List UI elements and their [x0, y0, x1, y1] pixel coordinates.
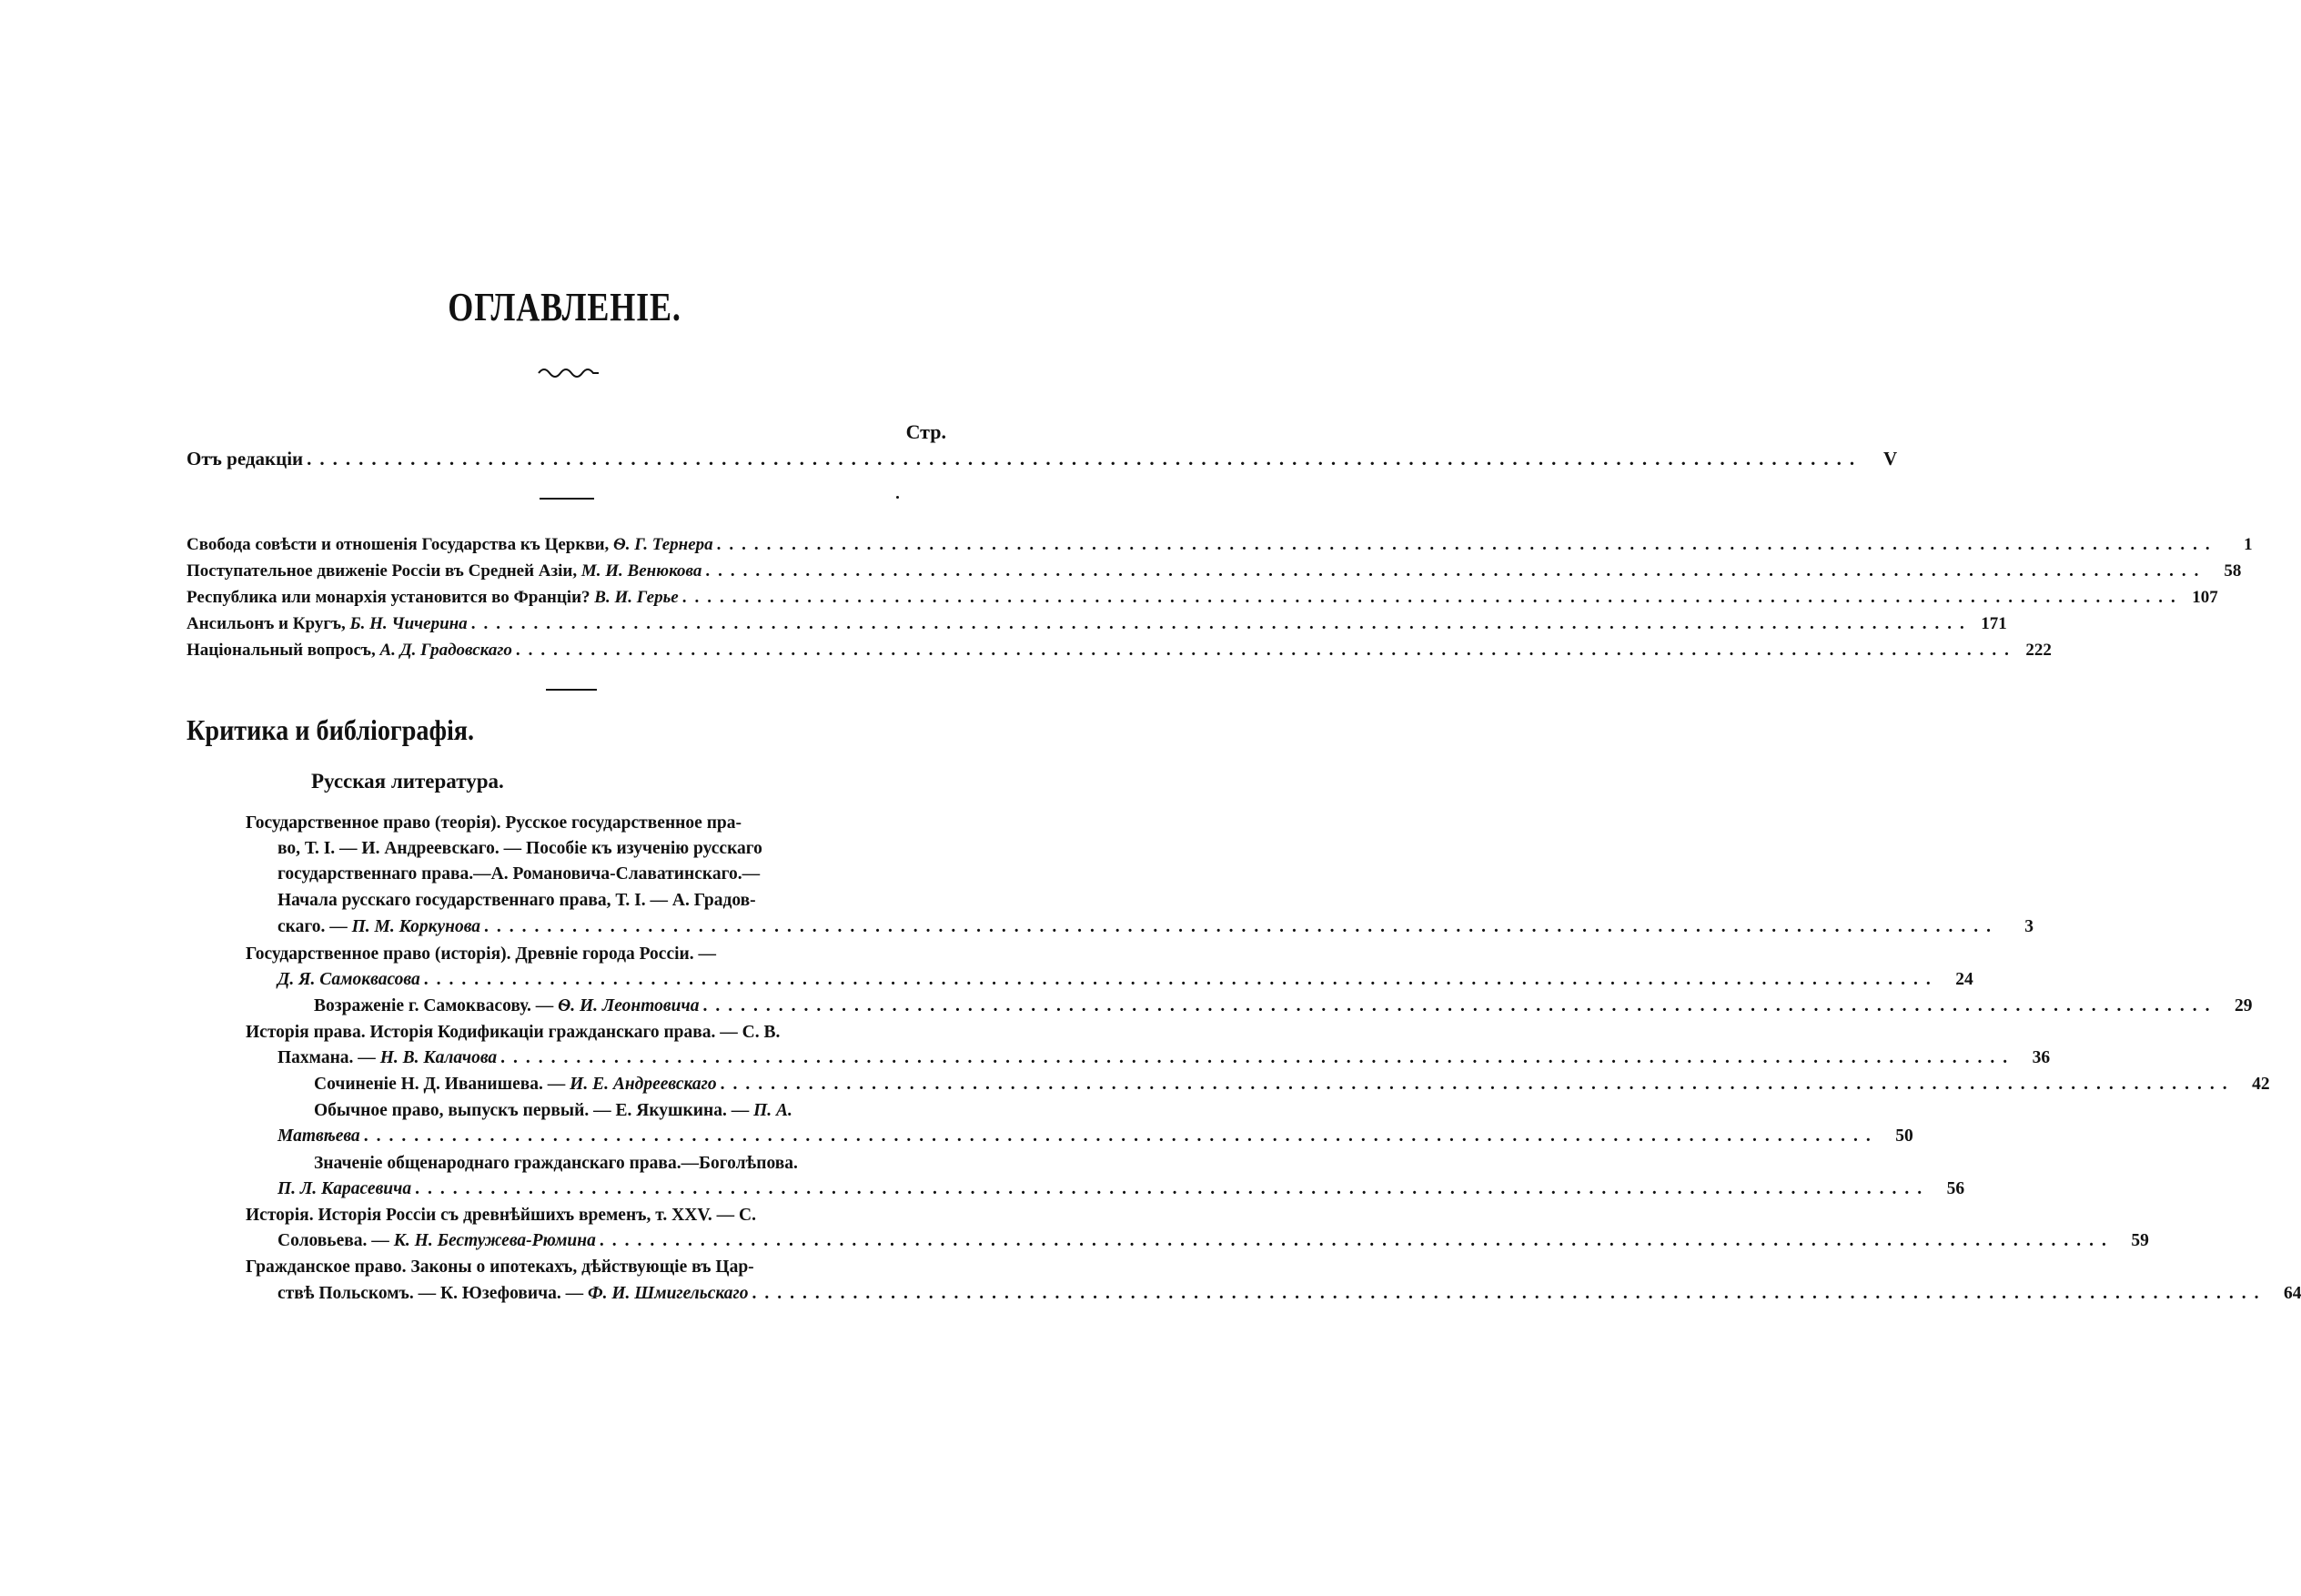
review-line: [246, 1258, 754, 1278]
review-line-text: [278, 1048, 497, 1068]
article-author: Ѳ. Г. Тернера: [613, 535, 713, 554]
reviewer-name: Д. Я. Самоквасова: [278, 970, 420, 989]
review-line-text: [278, 1231, 596, 1251]
divider-rule: [540, 498, 594, 500]
review-text: Возраженіе г. Самоквасову. —: [314, 996, 559, 1015]
article-title: Ансильонъ и Кругъ,: [187, 614, 350, 633]
leader-dots: ........................................................................................................................: [720, 1075, 2235, 1094]
reviewer-name: П. М. Коркунова: [351, 917, 481, 936]
toc-article-text: [187, 641, 512, 661]
section-title: Критика и библіографія.: [187, 713, 475, 746]
review-line-text: [278, 917, 480, 937]
review-text: во, Т. I. — И. Андреевскаго. — Пособіе къ изученію русскаго: [278, 839, 762, 858]
reviewer-name: Матвѣева: [278, 1126, 360, 1146]
toc-article-text: [187, 535, 713, 555]
leader-dots: ........................................................................................................................: [752, 1284, 2267, 1303]
review-line-text: [246, 1206, 756, 1225]
review-line[interactable]: [278, 1126, 1913, 1146]
review-text: Исторія Россіи съ древнѣйшихъ временъ, т. XXV. — С.: [313, 1206, 756, 1225]
review-heading: Государственное право (исторія).: [246, 944, 511, 964]
review-line[interactable]: [278, 1284, 2301, 1304]
leader-dots: ........................................................................................................................: [705, 561, 2207, 581]
review-heading: Исторія.: [246, 1206, 314, 1225]
review-line-text: [278, 1126, 360, 1146]
toc-article-text: [187, 614, 468, 634]
review-text: Русское государственное пра-: [500, 813, 742, 833]
review-page-number: 36: [2032, 1048, 2051, 1067]
leader-dots: ........................................................................................................................: [716, 535, 2218, 554]
review-text: Начала русскаго государственнаго права, Т. I. — А. Градов-: [278, 891, 756, 910]
review-text: ствѣ Польскомъ. — К. Юзефовича. —: [278, 1284, 589, 1303]
review-page-number: 59: [2131, 1231, 2149, 1250]
article-title: Свобода совѣсти и отношенія Государства къ Церкви,: [187, 535, 614, 554]
review-page-number: 56: [1946, 1179, 1965, 1198]
review-line: [278, 839, 762, 859]
review-line[interactable]: [314, 996, 2253, 1016]
review-line-text: [246, 1023, 780, 1042]
toc-article-text: [187, 561, 701, 581]
review-text: Соловьева. —: [278, 1231, 394, 1250]
review-text: Законы о ипотекахъ, дѣйствующіе въ Цар-: [406, 1258, 754, 1277]
review-line[interactable]: [278, 1231, 2149, 1251]
ink-dot: [896, 496, 899, 499]
review-line[interactable]: [278, 970, 1973, 990]
review-line: [278, 864, 760, 884]
review-line[interactable]: [278, 917, 2034, 937]
toc-intro-row[interactable]: [187, 448, 1898, 470]
review-heading: Исторія права.: [246, 1023, 366, 1042]
page-title: ОГЛАВЛЕНІЕ.: [448, 285, 681, 329]
review-line-text: [314, 1101, 792, 1120]
review-text: Пахмана. —: [278, 1048, 380, 1067]
review-heading: Государственное право (теорія).: [246, 813, 501, 833]
flourish-ornament: [537, 362, 600, 380]
review-line: [246, 813, 742, 833]
leader-dots: ........................................................................................................................: [515, 641, 2017, 660]
review-line[interactable]: [278, 1179, 1965, 1199]
toc-article-page: 171: [1981, 614, 2007, 633]
reviewer-name: Н. В. Калачова: [379, 1048, 498, 1067]
toc-article-text: [187, 588, 679, 608]
review-line-text: [314, 1075, 717, 1095]
review-line: [246, 944, 716, 965]
review-line-text: [278, 839, 762, 858]
review-text: государственнаго права.—А. Романовича-Славатинскаго.—: [278, 864, 761, 884]
article-author: Б. Н. Чичерина: [349, 614, 468, 633]
leader-dots: ........................................................................................................................: [415, 1179, 1931, 1198]
page-column-label: Стр.: [905, 420, 946, 443]
review-page-number: 3: [2024, 917, 2034, 936]
review-line: [278, 891, 756, 911]
reviewer-name: Ф. И. Шмигельскаго: [588, 1284, 749, 1303]
leader-dots: ........................................................................................................................: [500, 1048, 2016, 1067]
review-heading: Гражданское право.: [246, 1258, 407, 1277]
article-author: В. И. Герье: [594, 588, 679, 607]
review-line-text: [246, 813, 742, 833]
review-line-text: [278, 891, 756, 910]
reviewer-name: П. Л. Карасевича: [278, 1179, 412, 1198]
review-page-number: 24: [1955, 970, 1973, 989]
leader-dots: ........................................................................................................................: [307, 448, 1863, 470]
reviewer-name: П. А.: [753, 1101, 792, 1120]
subsection-title: Русская литература.: [311, 770, 504, 793]
review-line-text: [314, 996, 699, 1016]
toc-article-row[interactable]: [187, 641, 2052, 661]
review-line-text: [278, 1284, 748, 1304]
review-text: Древніе города Россіи. —: [510, 944, 717, 964]
article-author: М. И. Венюкова: [580, 561, 702, 581]
toc-article-row[interactable]: [187, 561, 2242, 581]
leader-dots: ........................................................................................................................: [599, 1231, 2114, 1250]
review-line-text: [278, 864, 760, 884]
article-title: Республика или монархія установится во Франціи?: [187, 588, 595, 607]
review-text: Значеніе общенароднаго гражданскаго права.—Боголѣпова.: [314, 1154, 798, 1173]
review-page-number: 42: [2252, 1075, 2270, 1094]
review-page-number: 29: [2234, 996, 2253, 1015]
toc-article-page: 107: [2192, 588, 2218, 607]
article-title: Поступательное движеніе Россіи въ Средней Азіи,: [187, 561, 581, 581]
reviewer-name: И. Е. Андреевскаго: [570, 1075, 717, 1094]
review-page-number: 64: [2283, 1284, 2301, 1303]
review-line: [246, 1023, 780, 1043]
toc-article-row[interactable]: [187, 535, 2253, 555]
review-line-text: [278, 970, 420, 990]
divider-rule: [546, 689, 597, 691]
review-line: [314, 1101, 792, 1121]
leader-dots: ........................................................................................................................: [484, 917, 2000, 936]
leader-dots: ........................................................................................................................: [363, 1126, 1879, 1146]
toc-article-row[interactable]: [187, 588, 2218, 608]
reviewer-name: К. Н. Бестужева-Рюмина: [393, 1231, 596, 1250]
review-line: [246, 1206, 756, 1226]
review-text: скаго. —: [278, 917, 352, 936]
review-line-text: [246, 944, 716, 964]
review-line: [314, 1154, 798, 1174]
leader-dots: ........................................................................................................................: [470, 614, 1973, 633]
leader-dots: ........................................................................................................................: [702, 996, 2218, 1015]
review-line[interactable]: [278, 1048, 2051, 1068]
article-author: А. Д. Градовскаго: [379, 641, 512, 660]
toc-article-row[interactable]: [187, 614, 2007, 634]
reviewer-name: Ѳ. И. Леонтовича: [558, 996, 700, 1015]
review-line[interactable]: [314, 1075, 2270, 1095]
toc-article-page: 1: [2244, 535, 2253, 554]
review-text: Исторія Кодификаціи гражданскаго права. — С. В.: [365, 1023, 781, 1042]
review-page-number: 50: [1895, 1126, 1913, 1146]
toc-intro-text: Отъ редакціи: [187, 448, 304, 470]
review-text: Обычное право, выпускъ первый. — Е. Якушкина. —: [314, 1101, 754, 1120]
toc-intro-page: V: [1882, 448, 1898, 470]
review-line-text: [278, 1179, 411, 1199]
article-title: Національный вопросъ,: [187, 641, 380, 660]
toc-article-page: 58: [2224, 561, 2242, 581]
review-line-text: [246, 1258, 754, 1277]
toc-article-page: 222: [2025, 641, 2052, 660]
review-line-text: [314, 1154, 798, 1173]
leader-dots: ........................................................................................................................: [681, 588, 2184, 607]
leader-dots: ........................................................................................................................: [423, 970, 1939, 989]
review-text: Сочиненіе Н. Д. Иванишева. —: [314, 1075, 570, 1094]
